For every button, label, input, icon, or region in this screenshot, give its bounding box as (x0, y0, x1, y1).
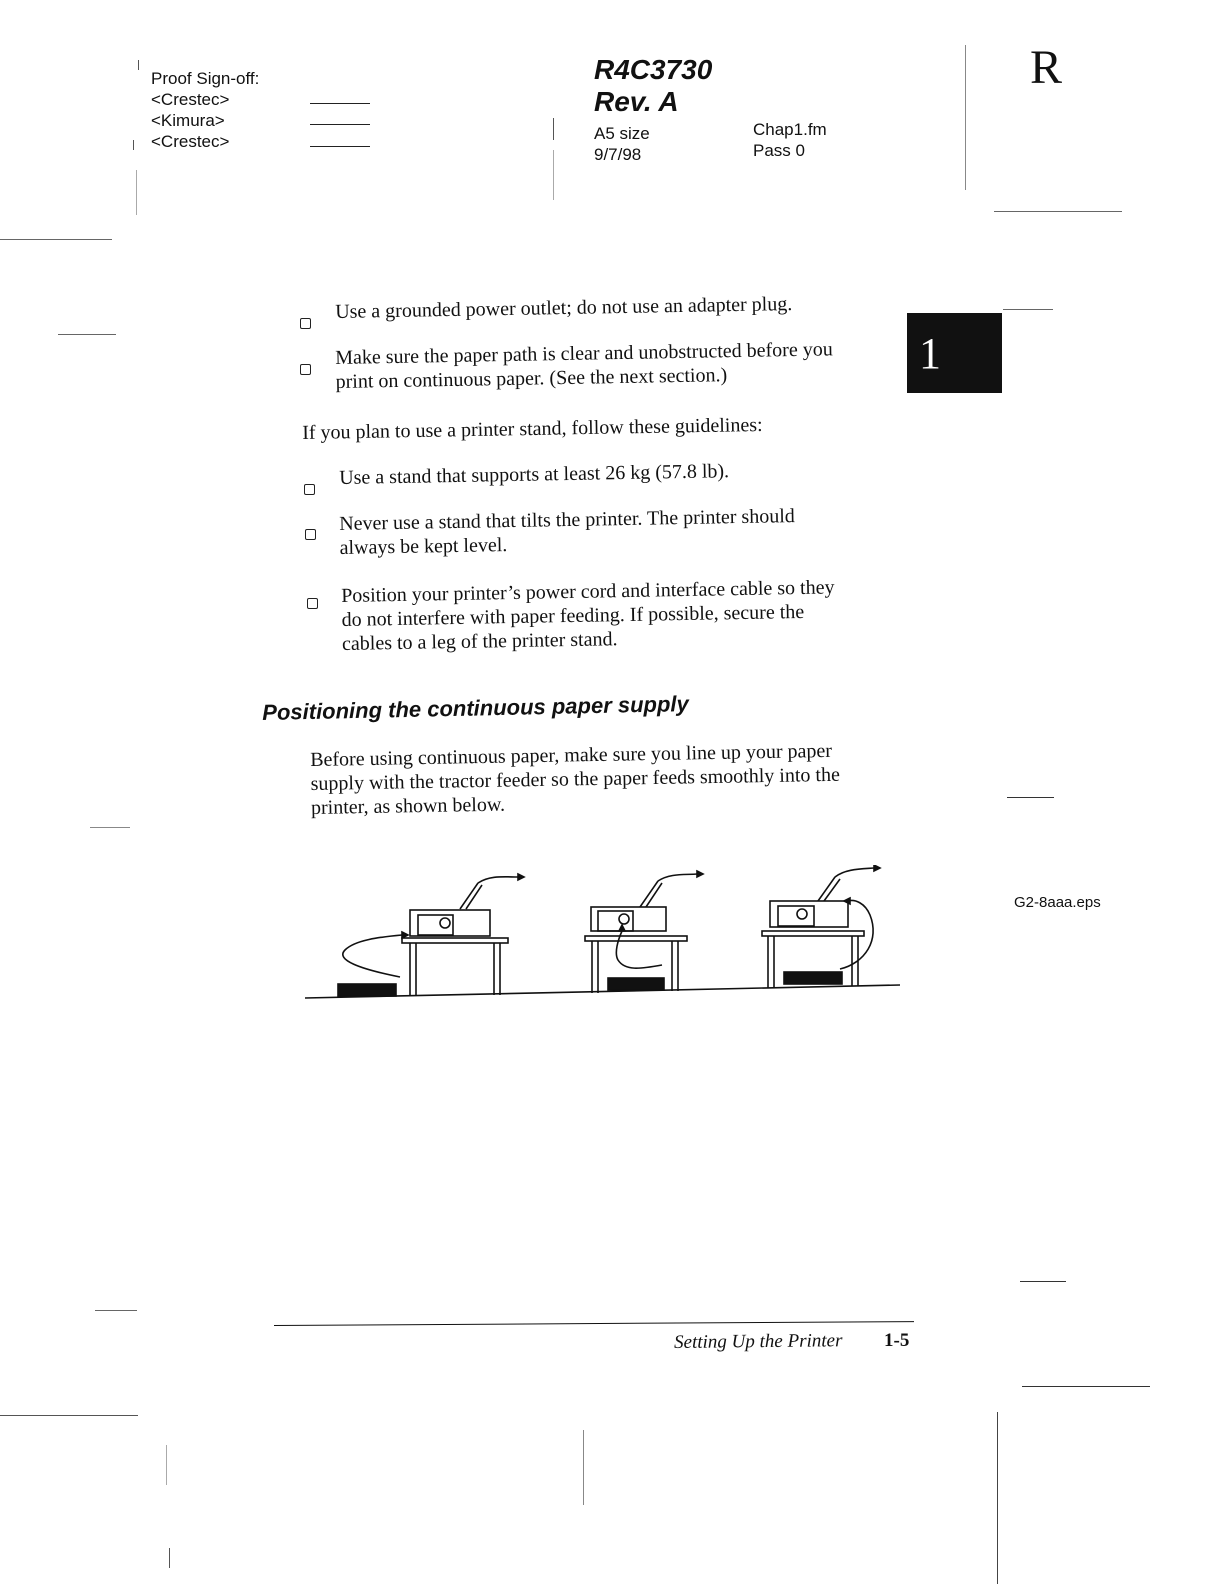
proof-signer: <Crestec> (151, 132, 230, 151)
corner-letter: R (1030, 41, 1063, 94)
crop-mark (95, 1310, 137, 1311)
bullet-text: Use a stand that supports at least 26 kg (57.8 lb). (339, 460, 730, 489)
file-name: Chap1.fm (753, 120, 827, 139)
proof-signoff (151, 68, 259, 152)
bullet-line: Make sure the paper path is clear and unobstructed before you (335, 338, 833, 369)
crop-mark (997, 1412, 998, 1584)
bullet-line: Never use a stand that tilts the printer. The printer should (339, 505, 795, 535)
doc-date: 9/7/98 (594, 145, 642, 164)
proof-signer: <Crestec> (151, 90, 230, 109)
bullet-text (335, 337, 833, 394)
crop-mark (1022, 1386, 1150, 1387)
crop-mark (133, 140, 134, 150)
bullet-line: print on continuous paper. (See the next section.) (335, 364, 728, 393)
stand-intro: If you plan to use a printer stand, follow these guidelines: (302, 413, 763, 444)
bullet-line: always be kept level. (339, 534, 508, 559)
body-line: supply with the tractor feeder so the paper feeds smoothly into the (310, 763, 841, 795)
crop-mark (583, 1430, 584, 1505)
footer-rule (274, 1321, 914, 1326)
figure-label: G2-8aaa.eps (1014, 894, 1101, 911)
body-line: printer, as shown below. (310, 793, 506, 819)
crop-mark (0, 239, 112, 240)
crop-mark (58, 334, 116, 335)
crop-mark (553, 118, 554, 140)
page-number: 1-5 (884, 1330, 910, 1351)
signature-line (310, 124, 370, 125)
crop-mark (553, 150, 554, 200)
document-code (594, 54, 712, 118)
doc-code: R4C3730 (594, 54, 713, 85)
crop-mark (166, 1445, 167, 1485)
checkbox-bullet-icon (300, 364, 311, 375)
printer-1 (338, 874, 524, 996)
crop-mark (169, 1548, 170, 1568)
section-body (310, 739, 840, 820)
signature-line (310, 103, 370, 104)
bullet-text: Use a grounded power outlet; do not use an adapter plug. (335, 293, 793, 323)
crop-mark (138, 60, 139, 70)
footer-title: Setting Up the Printer (674, 1330, 843, 1353)
printer-2 (585, 871, 703, 993)
checkbox-bullet-icon (305, 529, 316, 540)
body-line: Before using continuous paper, make sure you line up your paper (310, 739, 833, 771)
bullet-line: do not interfere with paper feeding. If possible, secure the (341, 600, 805, 631)
crop-mark (136, 170, 137, 215)
page-size: A5 size (594, 124, 650, 143)
proof-signer: <Kimura> (151, 111, 225, 130)
crop-mark (1020, 1281, 1066, 1282)
crop-mark (994, 211, 1122, 212)
checkbox-bullet-icon (300, 318, 311, 329)
pass-number: Pass 0 (753, 141, 805, 160)
crop-mark (90, 827, 130, 828)
doc-revision: Rev. A (594, 86, 679, 117)
bullet-text (341, 575, 836, 656)
printer-3 (762, 865, 880, 988)
crop-mark (1003, 309, 1053, 310)
crop-mark (1007, 797, 1054, 798)
proof-title: Proof Sign-off: (151, 69, 260, 88)
checkbox-bullet-icon (307, 598, 318, 609)
checkbox-bullet-icon (304, 484, 315, 495)
crop-mark (965, 45, 966, 190)
bullet-line: cables to a leg of the printer stand. (341, 628, 618, 655)
section-heading: Positioning the continuous paper supply (262, 691, 689, 725)
bullet-text (339, 504, 795, 560)
crop-mark (0, 1415, 138, 1416)
file-info (753, 119, 827, 161)
size-info (594, 123, 650, 165)
bullet-line: Position your printer’s power cord and interface cable so they (341, 576, 835, 607)
printer-stand-illustration (300, 865, 910, 1010)
signature-line (310, 146, 370, 147)
chapter-tab: 1 (907, 313, 1002, 393)
